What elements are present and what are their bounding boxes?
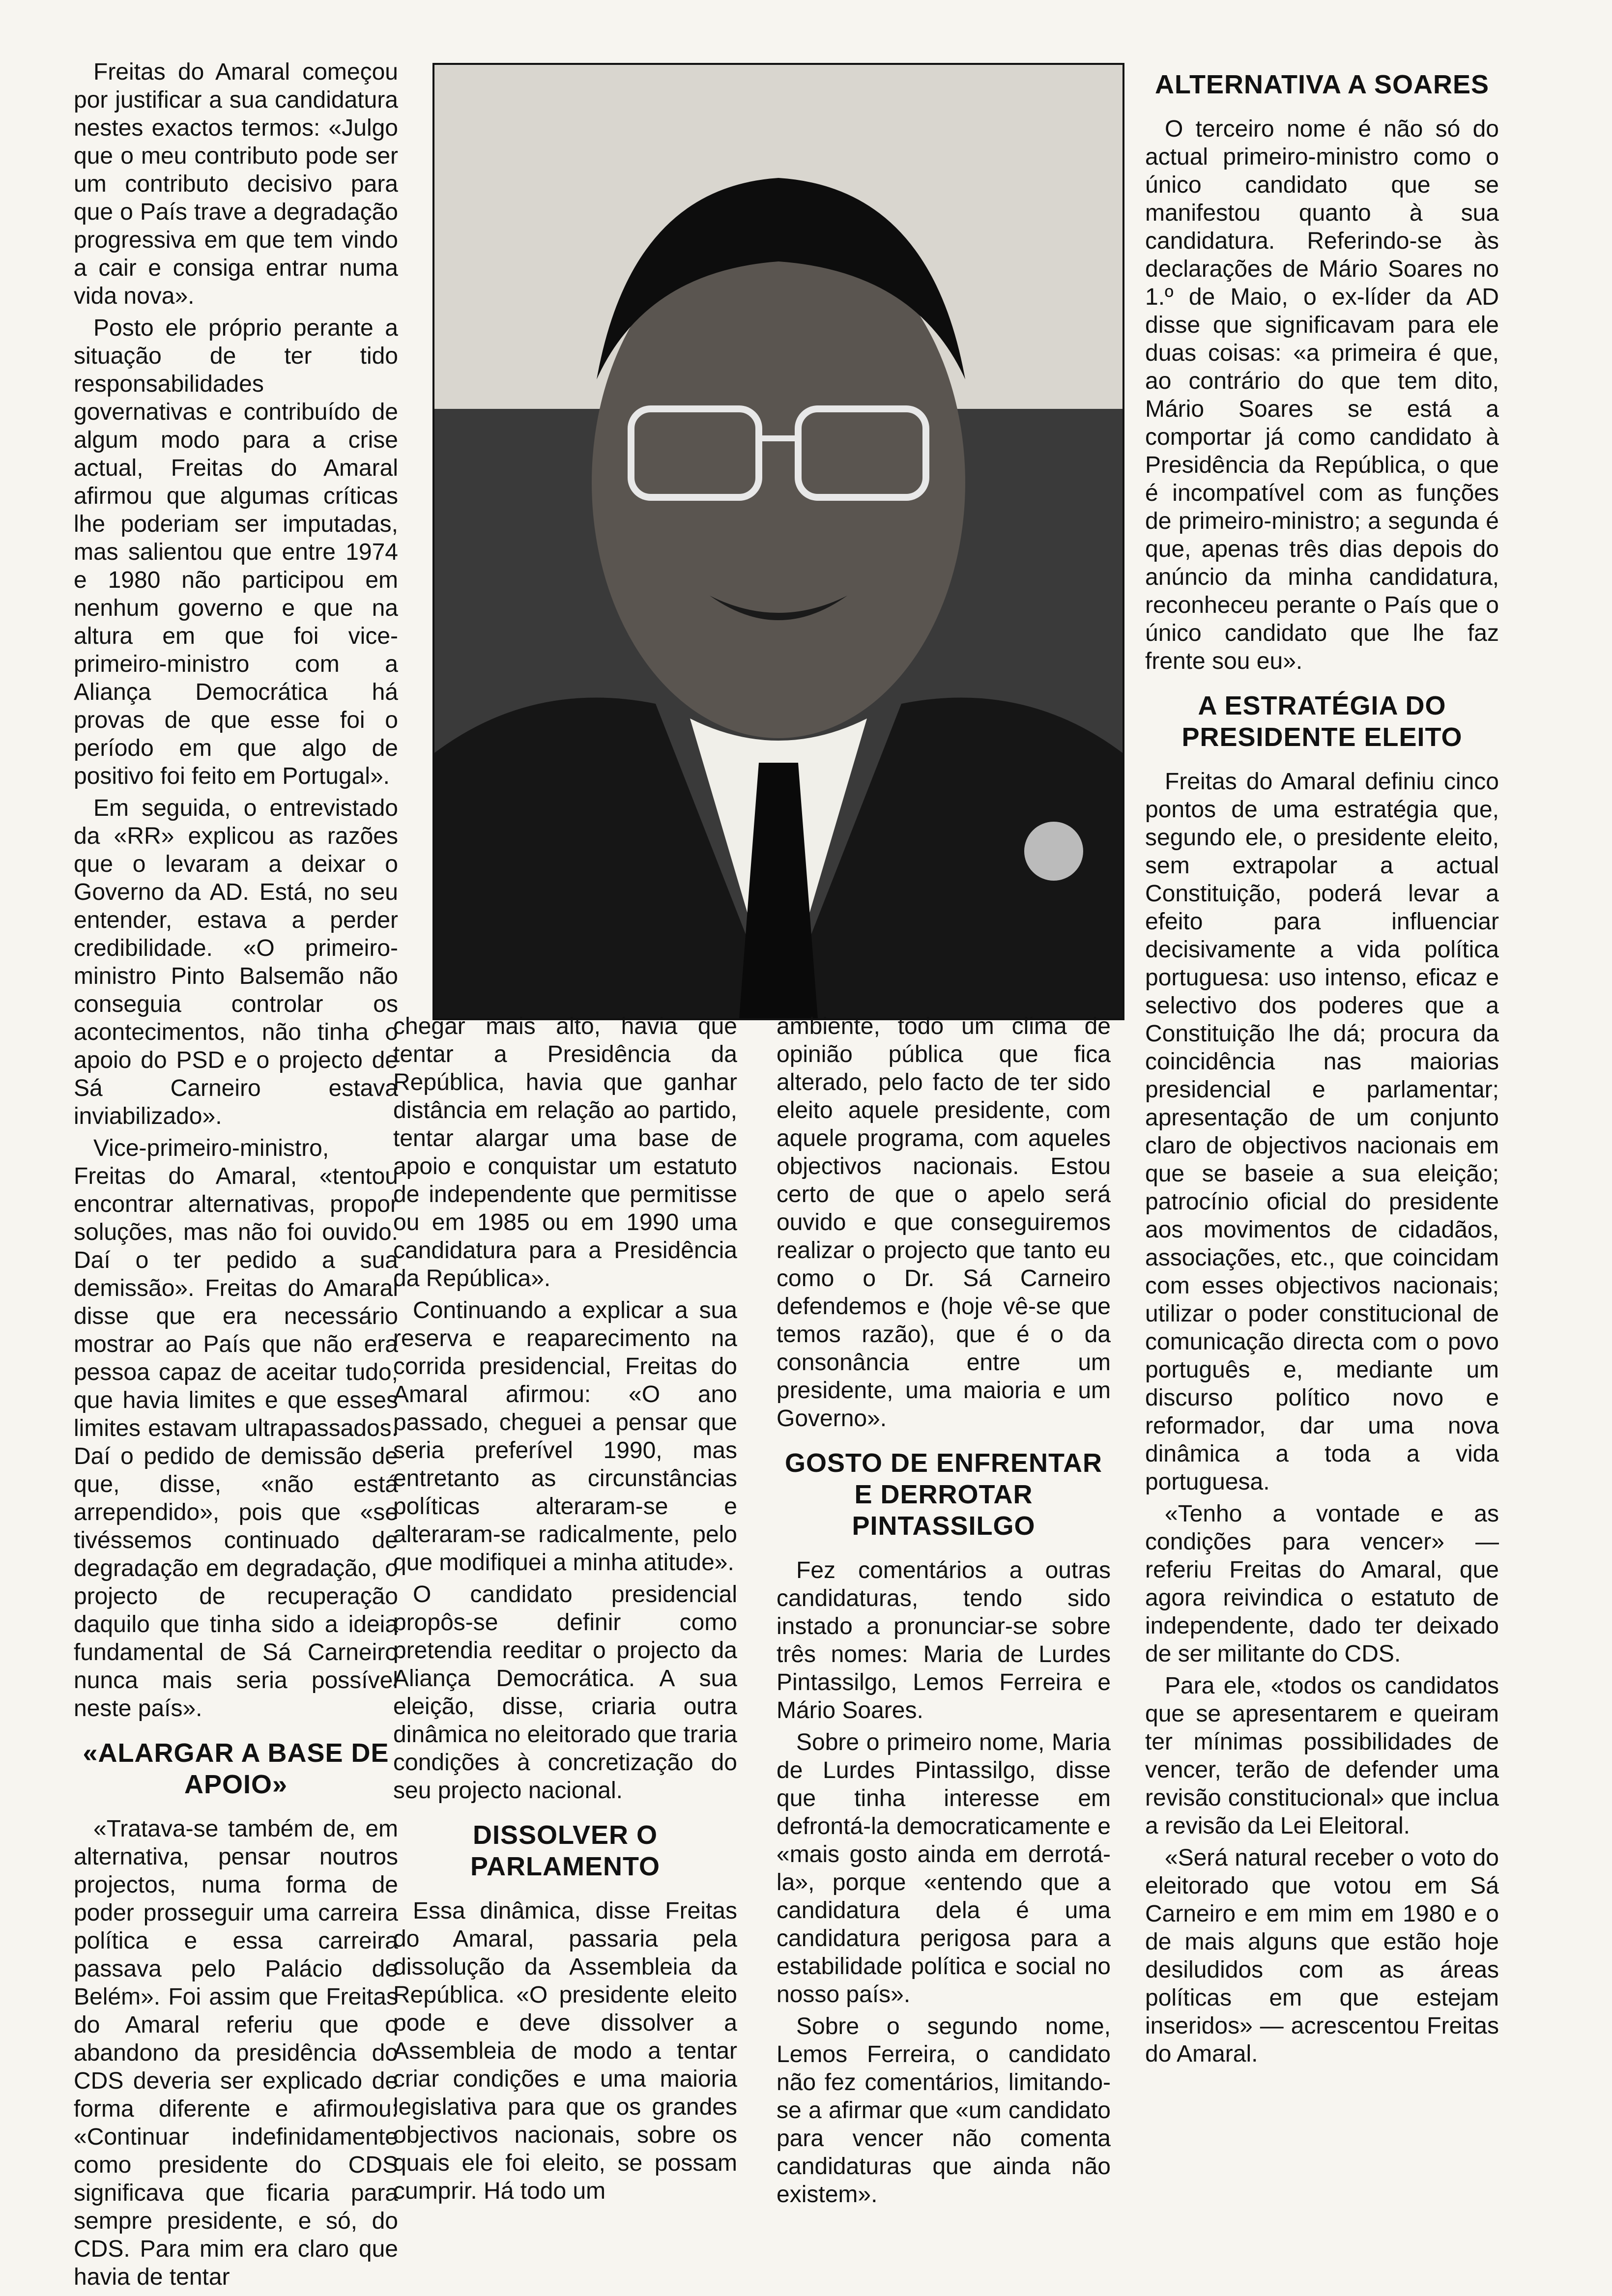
paragraph: «Tratava-se também de, em alternativa, pensar noutros projectos, numa forma de poder prosseguir uma carreira política e essa carreira passava pelo Palácio de Belém». Foi assim que Freitas do Amaral referiu que o abandono da presidência do CDS deveria ser explicado de forma diferente e afirmou: «Continuar indefinidamente como presidente do CDS significava que ficaria para sempre presidente, e só, do CDS. Para mim era claro que havia de tentar	[74, 1816, 398, 2290]
article-column-2	[393, 1012, 737, 2204]
paragraph: Essa dinâmica, disse Freitas do Amaral, passaria pela dissolução da Assembleia da República. «O presidente eleito pode e deve dissolver a Assembleia de modo a tentar criar condições e uma maioria legislativa para que os grandes objectivos nacionais, sobre os quais ele foi eleito, se possam cumprir. Há todo um	[393, 1898, 737, 2204]
paragraph: Freitas do Amaral começou por justificar a sua candidatura nestes exactos termos: «Julgo que o meu contributo pode ser um contributo decisivo para que o País trave a degradação progressiva em que tem vindo a cair e consiga entrar numa vida nova».	[74, 59, 398, 309]
subheading-alargar-base: «ALARGAR A BASE DE APOIO»	[83, 1738, 389, 1799]
paragraph: «Será natural receber o voto do eleitorado que votou em Sá Carneiro e em mim em 1980 e o de mais alguns que estão hoje desiludidos com as áreas políticas em que estejam inseridos» — acrescentou Freitas do Amaral.	[1145, 1845, 1499, 2067]
paragraph: Em seguida, o entrevistado da «RR» explicou as razões que o levaram a deixar o Governo da AD. Está, no seu entender, estava a perder credibilidade. «O primeiro-ministro Pinto Balsemão não conseguia controlar os acontecimentos, não tinha o apoio do PSD e o projecto de Sá Carneiro estava inviabilizado».	[74, 795, 398, 1129]
paragraph: Sobre o segundo nome, Lemos Ferreira, o candidato não fez comentários, limitando-se a afirmar que «um candidato para vencer não comenta candidaturas que ainda não existem».	[777, 2013, 1111, 2208]
paragraph: O terceiro nome é não só do actual primeiro-ministro como o único candidato que se manifestou quanto à sua candidatura. Referindo-se às declarações de Mário Soares no 1.º de Maio, o ex-líder da AD disse que significavam para ele duas coisas: «a primeira é que, ao contrário do que tem dito, Mário Soares se está a comportar já como candidato à Presidência da República, o que é incompatível com as funções de primeiro-ministro; a segunda é que, apenas três dias depois do anúncio da minha candidatura, reconheceu perante o País que o único candidato que lhe faz frente sou eu».	[1145, 116, 1499, 674]
portrait-illustration	[434, 65, 1123, 1018]
paragraph: Continuando a explicar a sua reserva e reaparecimento na corrida presidencial, Freitas do Amaral afirmou: «O ano passado, cheguei a pensar que seria preferível 1990, mas entretanto as circunstâncias políticas alteraram-se e alteraram-se radicalmente, pelo que modifiquei a minha atitude».	[393, 1297, 737, 1576]
paragraph: ambiente, todo um clima de opinião pública que fica alterado, pelo facto de ter sido eleito aquele presidente, com aquele programa, com aqueles objectivos nacionais. Estou certo de que o apelo será ouvido e que conseguiremos realizar o projecto que tanto eu como o Dr. Sá Carneiro defendemos e (hoje vê-se que temos razão), que é o da consonância entre um presidente, uma maioria e um Governo».	[777, 1013, 1111, 1432]
paragraph: chegar mais alto, havia que tentar a Presidência da República, havia que ganhar distância em relação ao partido, tentar alargar uma base de apoio e conquistar um estatuto de independente que permitisse ou em 1985 ou em 1990 uma candidatura para a Presidência da República».	[393, 1013, 737, 1292]
subheading-dissolver-parlamento: DISSOLVER O PARLAMENTO	[470, 1820, 660, 1881]
article-column-3	[777, 1012, 1111, 2208]
article-column-4	[1145, 69, 1499, 2148]
subheading-gosto-enfrentar: GOSTO DE ENFRENTAR E DERROTAR PINTASSILGO	[784, 1448, 1103, 1541]
paragraph: Vice-primeiro-ministro, Freitas do Amaral, «tentou encontrar alternativas, propor soluções, mas não foi ouvido. Daí o ter pedido a sua demissão». Freitas do Amaral disse que era necessário mostrar ao País que não era pessoa capaz de aceitar tudo, que havia limites e que esses limites estavam ultrapassados. Daí o pedido de demissão de que, disse, «não está arrependido», pois que «se tivéssemos continuado de degradação em degradação, o projecto de recuperação daquilo que tinha sido a ideia fundamental de Sá Carneiro nunca mais seria possível neste país».	[74, 1135, 398, 1722]
paragraph: O candidato presidencial propôs-se definir como pretendia reeditar o projecto da Aliança Democrática. A sua eleição, disse, criaria outra dinâmica no eleitorado que traria condições à concretização do seu projecto nacional.	[393, 1581, 737, 1804]
portrait-photo	[432, 63, 1124, 1020]
paragraph: Freitas do Amaral definiu cinco pontos de uma estratégia que, segundo ele, o presidente eleito, sem extrapolar a actual Constituição, poderá levar a efeito para influenciar decisivamente a vida política portuguesa: uso intenso, eficaz e selectivo dos poderes que a Constituição lhe dá; procura da coincidência nas maiorias presidencial e parlamentar; apresentação de um conjunto claro de objectivos nacionais em que se baseie a sua eleição; patrocínio oficial do presidente aos movimentos de cidadãos, associações, etc., que coincidam com esses objectivos nacionais; utilizar o poder constitucional de comunicação directa com o povo português e, mediante um discurso político novo e reformador, dar uma nova dinâmica a toda a vida portuguesa.	[1145, 769, 1499, 1495]
subheading-estrategia-presidente: A ESTRATÉGIA DO PRESIDENTE ELEITO	[1181, 691, 1463, 752]
subheading-alternativa-soares: ALTERNATIVA A SOARES	[1155, 70, 1489, 99]
paragraph: Para ele, «todos os candidatos que se apresentarem e queiram ter mínimas possibilidades de vencer, terão de defender uma revisão constitucional» que inclua a revisão da Lei Eleitoral.	[1145, 1673, 1499, 1839]
paragraph: Fez comentários a outras candidaturas, tendo sido instado a pronunciar-se sobre três nomes: Maria de Lurdes Pintassilgo, Lemos Ferreira e Mário Soares.	[777, 1557, 1111, 1723]
paragraph: «Tenho a vontade e as condições para vencer» — referiu Freitas do Amaral, que agora reivindica o estatuto de independente, dado ter deixado de ser militante do CDS.	[1145, 1501, 1499, 1667]
paragraph: Sobre o primeiro nome, Maria de Lurdes Pintassilgo, disse que tinha interesse em defrontá-la democraticamente e «mais gosto ainda em derrotá-la», porque «entendo que a candidatura dela é uma candidatura perigosa para a estabilidade política e social no nosso país».	[777, 1729, 1111, 2008]
paragraph: Posto ele próprio perante a situação de ter tido responsabilidades governativas e contribuído de algum modo para a crise actual, Freitas do Amaral afirmou que algumas críticas lhe poderiam ser imputadas, mas salientou que entre 1974 e 1980 não participou em nenhum governo e que na altura em que foi vice-primeiro-ministro com a Aliança Democrática há provas de que esse foi o período em que algo de positivo foi feito em Portugal».	[74, 315, 398, 789]
article-column-1	[74, 58, 398, 2290]
